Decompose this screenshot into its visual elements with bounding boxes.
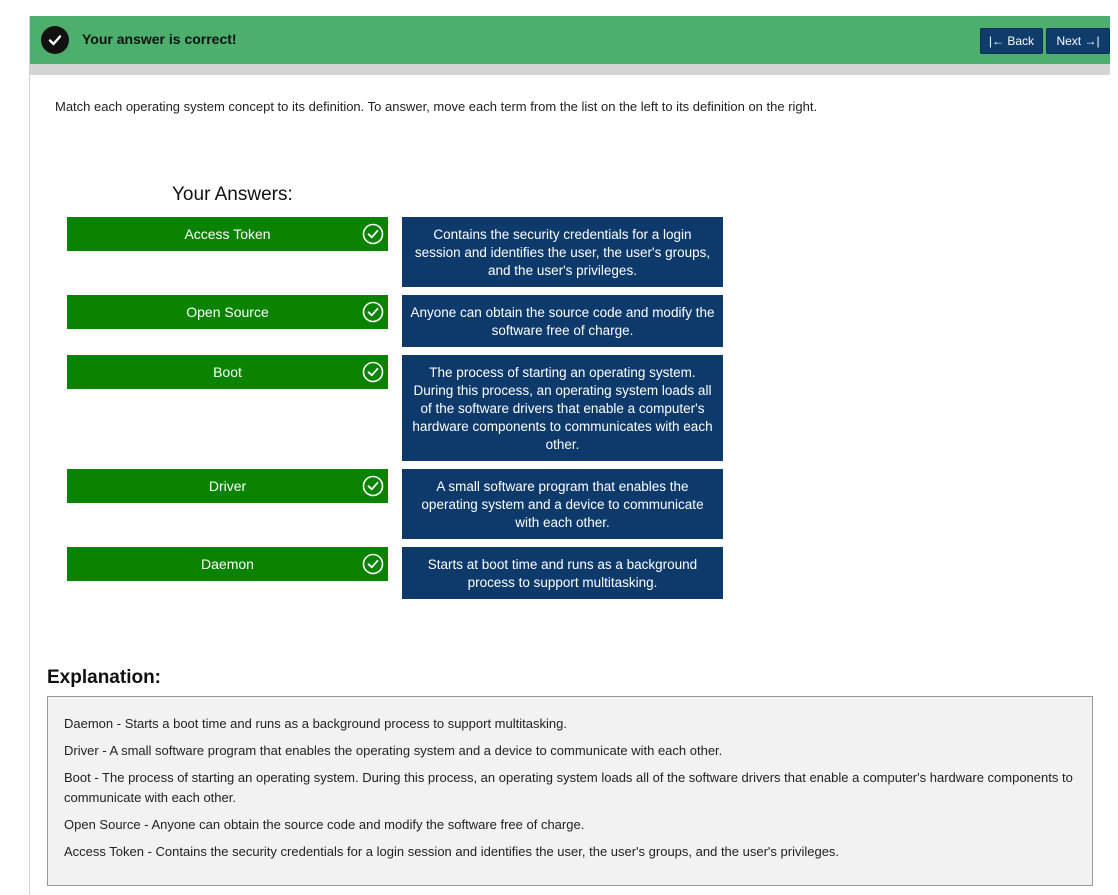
correct-check-icon — [362, 223, 384, 245]
explanation-heading: Explanation: — [47, 667, 162, 688]
correct-check-icon — [362, 553, 384, 575]
explanation-line: Access Token - Contains the security credentials for a login session and identifies the user, the user's groups, and the user's privileges. — [64, 844, 840, 859]
explanation-line: Boot - The process of starting an operating system. During this process, an operating system loads all of the software drivers that enable a computer's hardware components to communicate with each other. — [64, 770, 1073, 805]
correct-check-icon — [362, 361, 384, 383]
answer-definition: Contains the security credentials for a login session and identifies the user, the user's groups, and the user's privileges. — [402, 217, 723, 287]
answer-term — [67, 295, 388, 329]
correct-check-icon — [362, 475, 384, 497]
term-label: Access Token — [184, 226, 271, 242]
result-message: Your answer is correct! — [82, 31, 237, 47]
answer-definition: A small software program that enables the operating system and a device to communicate with each other. — [402, 469, 723, 539]
term-label: Boot — [213, 364, 242, 380]
answer-term — [67, 217, 388, 251]
explanation-line: Open Source - Anyone can obtain the source code and modify the software free of charge. — [64, 817, 585, 832]
term-label: Driver — [208, 478, 247, 494]
answer-term — [67, 355, 388, 389]
answer-definition: Starts at boot time and runs as a background process to support multitasking. — [402, 547, 723, 599]
quiz-page — [29, 16, 1109, 895]
check-circle-icon — [41, 26, 69, 54]
explanation-line: Daemon - Starts a boot time and runs as a background process to support multitasking. — [64, 716, 567, 731]
answer-term — [67, 547, 388, 581]
back-button[interactable]: |← Back — [980, 28, 1043, 54]
question-instruction: Match each operating system concept to its definition. To answer, move each term from the list on the left to its definition on the right. — [55, 99, 818, 114]
explanation-line: Driver - A small software program that enables the operating system and a device to communicate with each other. — [64, 743, 723, 758]
answer-term — [67, 469, 388, 503]
result-banner — [30, 16, 1110, 64]
correct-check-icon — [362, 301, 384, 323]
next-button[interactable]: Next →| — [1046, 28, 1110, 54]
answer-definition: Anyone can obtain the source code and modify the software free of charge. — [402, 295, 723, 347]
term-label: Daemon — [201, 556, 254, 572]
answers-heading: Your Answers: — [172, 184, 293, 205]
explanation-panel — [47, 696, 1093, 886]
term-label: Open Source — [186, 304, 269, 320]
answer-definition: The process of starting an operating system. During this process, an operating system loads all of the software drivers that enable a computer's hardware components to communicates with each other. — [402, 355, 723, 461]
result-divider — [30, 64, 1110, 75]
